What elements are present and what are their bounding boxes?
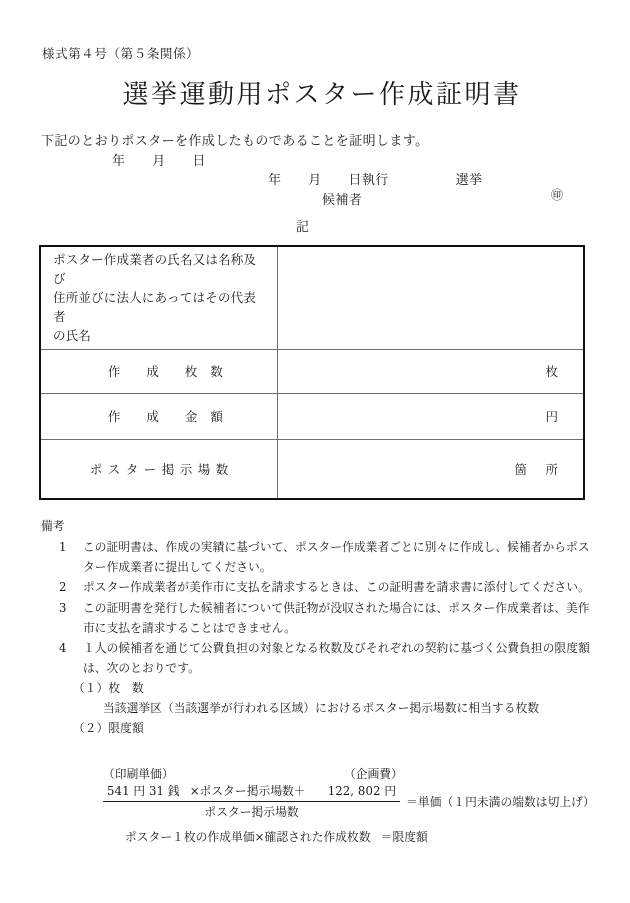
- final-result: ＝限度額: [380, 830, 428, 844]
- note-text: この証明書は、作成の実績に基づいて、ポスター作成業者ごとに別々に作成し、候補者からポスター作成業者に提出してください。: [83, 540, 590, 575]
- formula-headings: [103, 766, 597, 783]
- formula-result: ＝単価（１円未満の端数は切上げ）: [406, 794, 595, 809]
- issue-date-field[interactable]: 年 月 日: [112, 154, 206, 169]
- row-label-quantity: [40, 349, 278, 393]
- election-date-field[interactable]: 年 月 日執行 選挙: [268, 173, 483, 188]
- quantity-unit: 枚: [545, 364, 561, 379]
- quantity-label-a: 作: [107, 364, 134, 379]
- note-item: [59, 537, 597, 577]
- producer-label-line1: ポスター作成業者の氏名又は名称及び: [53, 252, 257, 287]
- notes-section: [41, 516, 597, 738]
- row-value-poster-boards[interactable]: [278, 439, 585, 499]
- page-title: 選挙運動用ポスター作成証明書: [122, 80, 522, 110]
- amount-label-d: 額: [210, 409, 224, 424]
- poster-boards-unit: 箇 所: [514, 461, 561, 477]
- notes-title: 備考: [41, 519, 65, 533]
- row-label-producer: [40, 246, 278, 349]
- amount-unit: 円: [545, 409, 561, 424]
- planning-fee-value: 122, 802 円: [327, 784, 397, 798]
- note-text: １人の候補者を通じて公費負担の対象となる枚数及びそれぞれの契約に基づく公費負担の限度額は、次のとおりです。: [83, 640, 590, 675]
- formula-denominator: ポスター掲示場数: [204, 805, 299, 819]
- row-label-poster-boards: [40, 439, 278, 499]
- producer-label-line3: の氏名: [53, 328, 92, 344]
- formula-final-line: [125, 829, 597, 845]
- table-row: [40, 349, 584, 393]
- row-value-producer[interactable]: [278, 246, 585, 349]
- producer-label-line2: 住所並びに法人にあってはその代表者: [53, 290, 257, 325]
- note-text: この証明書を発行した候補者について供託物が没収された場合には、ポスター作成業者は、美作市に支払を請求することはできません。: [83, 600, 590, 635]
- formula-fraction: [103, 783, 400, 820]
- table-row: [40, 246, 584, 349]
- formula-head-planning-fee: （企画費）: [344, 767, 403, 781]
- note-item: [59, 638, 597, 678]
- quantity-label-c: 枚: [184, 364, 211, 379]
- sub-item-label-limit: （２）限度額: [73, 721, 144, 736]
- sub-item-body-quantity: 当該選挙区（当該選挙が行われる区域）におけるポスター掲示場数に相当する枚数: [103, 701, 540, 716]
- quantity-label-b: 成: [146, 364, 172, 379]
- seal-icon: ㊞: [551, 188, 564, 202]
- note-item: [59, 577, 597, 597]
- poster-boards-label: ポスター掲示場数: [89, 461, 234, 477]
- unit-price-value: 541 円 31 銭: [107, 784, 180, 798]
- quantity-label-d: 数: [210, 364, 224, 379]
- table-row: [40, 393, 584, 439]
- note-number: 4: [59, 640, 67, 655]
- form-number: 様式第４号（第５条関係）: [42, 46, 200, 61]
- formula-numerator: [103, 783, 400, 802]
- amount-label-a: 作: [107, 409, 134, 424]
- ki-heading: 記: [296, 220, 310, 235]
- preamble-statement: 下記のとおりポスターを作成したものであることを証明します。: [41, 134, 429, 149]
- sub-item-label-quantity: （１）枚 数: [73, 681, 144, 695]
- note-item: [59, 598, 597, 638]
- row-value-quantity[interactable]: [278, 349, 585, 393]
- amount-label-b: 成: [146, 409, 172, 424]
- candidate-name-field[interactable]: 候補者: [322, 193, 363, 208]
- note-number: 1: [59, 540, 67, 555]
- note-number: 2: [59, 580, 67, 595]
- note-number: 3: [59, 600, 67, 615]
- row-label-amount: [40, 393, 278, 439]
- final-expression: ポスター１枚の作成単価×確認された作成枚数: [125, 830, 371, 844]
- table-row: [40, 439, 584, 499]
- certificate-table: [39, 245, 585, 500]
- note-text: ポスター作成業者が美作市に支払を請求するときは、この証明書を請求書に添付してください。: [83, 580, 590, 595]
- limit-formula: [41, 766, 597, 845]
- formula-head-print-price: （印刷単価）: [103, 767, 174, 781]
- formula-fraction-row: [103, 783, 597, 820]
- row-value-amount[interactable]: [278, 393, 585, 439]
- numerator-operator: ×ポスター掲示場数＋: [189, 784, 306, 798]
- amount-label-c: 金: [184, 409, 211, 424]
